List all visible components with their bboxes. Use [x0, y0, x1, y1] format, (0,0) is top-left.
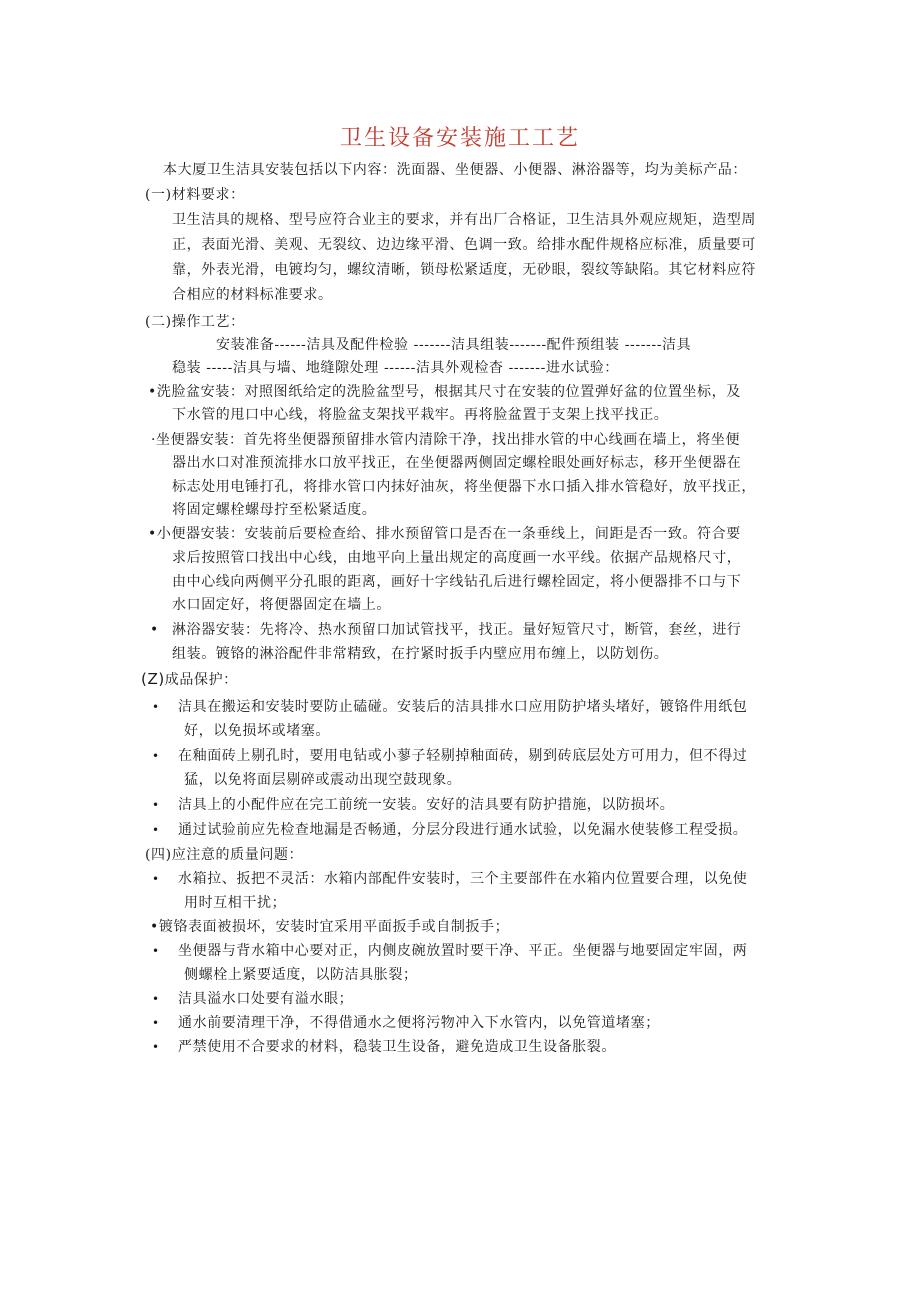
quality-item-line: 水箱拉、扳把不灵活：水箱内部配件安装时，三个主要部件在水箱内位置要合理，以免使: [178, 871, 748, 887]
bullet-dot: •: [152, 872, 160, 886]
basin-install-line: •洗脸盆安装：对照图纸给定的洗脸盆型号，根据其尺寸在安装的位置弹好盆的位置坐标，及: [148, 384, 741, 400]
bullet-dot: •: [152, 700, 160, 714]
protection-item-line: 洁具在搬运和安装时要防止磕碰。安装后的洁具排水口应用防护堵头堵好，镀铬件用纸包: [178, 699, 748, 715]
intro-paragraph: 本大厦卫生洁具安装包括以下内容：洗面器、坐便器、小便器、淋浴器等，均为美标产品：: [163, 162, 747, 178]
section-number-mark: (Z): [141, 670, 165, 688]
quality-item-line: 用时互相干扰；: [184, 895, 287, 911]
section-heading-process: (二)操作工艺：: [145, 314, 245, 330]
bullet-dot: •: [152, 1040, 160, 1054]
materials-line: 正，表面光滑、美观、无裂纹、边边缘平滑、色调一致。给排水配件规格应标准，质量要可: [172, 237, 756, 253]
toilet-install-line: 标志处用电锤打孔，将排水管口内抹好油灰，将坐便器下水口插入排水管稳好，放平找正，: [172, 479, 756, 495]
protection-item-line: 在釉面砖上剔孔时，要用电钻或小蓼子轻剔掉釉面砖，剔到砖底层处方可用力，但不得过: [178, 748, 748, 764]
urinal-install-line: 由中心线向两侧平分孔眼的距离，画好十字线钻孔后进行螺栓固定，将小便器排不口与下: [172, 574, 742, 590]
materials-line: 卫生洁具的规格、型号应符合业主的要求，并有出厂合格证，卫生洁具外观应规矩，造型周: [172, 212, 756, 228]
section-heading-quality: (四)应注意的质量问题：: [145, 847, 304, 863]
quality-item-line: 洁具溢水口处要有溢水眼；: [178, 991, 354, 1007]
bullet-dot: •: [152, 823, 160, 837]
toilet-install-line: ·坐便器安装：首先将坐便器预留排水管内清除干净，找出排水管的中心线画在墙上，将坐便: [151, 432, 741, 448]
quality-item-line: 坐便器与背水箱中心要对正，内侧皮碗放置时要干净、平正。坐便器与地要固定牢固，两: [178, 943, 748, 959]
process-flow-line: 安装准备------洁具及配件检验 -------洁具组装-------配件预组装 -------洁具: [216, 337, 692, 353]
process-flow-line: 稳装 -----洁具与墙、地缝隙处理 ------洁具外观检杳 -------进水试验：: [172, 360, 619, 376]
bullet-dot: •: [150, 622, 159, 638]
toilet-install-line: 器出水口对准预流排水口放平找正，在坐便器两侧固定螺栓眼处画好标志，移开坐便器在: [172, 455, 742, 471]
urinal-install-line: 水口固定好，将便器固定在墙上。: [172, 597, 391, 613]
protection-item-line: 好，以免损坏或堵塞。: [184, 723, 330, 739]
materials-line: 合相应的材料标准要求。: [172, 287, 333, 303]
section-heading-materials: (一)材料要求：: [145, 187, 245, 203]
section-heading-text: 成品保护：: [164, 672, 238, 688]
quality-item-line: 侧螺栓上紧要适度，以防洁具胀裂；: [184, 967, 418, 983]
urinal-install-line: 求后按照管口找出中心线，由地平向上量出规定的高度画一水平线。依据产品规格尺寸，: [172, 550, 742, 566]
bullet-dot: •: [152, 944, 160, 958]
shower-install-line: 淋浴器安装：先将冷、热水预留口加试管找平，找正。量好短管尺寸，断管，套丝，进行: [172, 622, 742, 638]
basin-install-line: 下水管的甩口中心线，将脸盆支架找平栽牢。再将脸盆置于支架上找平找正。: [172, 407, 669, 423]
protection-item-line: 通过试验前应先检查地漏是否畅通，分层分段进行通水试验，以免漏水使装修工程受损。: [178, 822, 748, 838]
quality-item-line: [150, 917, 509, 937]
bullet-dot: •: [152, 798, 160, 812]
page-title: 卫生设备安装施工工艺: [339, 126, 580, 151]
toilet-install-line: 将固定螺栓螺母拧至松紧适度。: [172, 502, 377, 518]
section-heading-protection: [141, 669, 238, 690]
bullet-dot: •: [152, 749, 160, 763]
bullet-dot: •: [150, 919, 159, 935]
urinal-install-line: •小便器安装：安装前后要检查给、排水预留管口是否在一条垂线上，间距是否一致。符合要: [148, 526, 741, 542]
shower-install-line: 组装。镀铬的淋浴配件非常精致，在拧紧时扳手内壁应用布缠上，以防划伤。: [172, 646, 669, 662]
bullet-dot: •: [152, 992, 160, 1006]
quality-item-text: 镀铬表面被损坏，安装时宜采用平面扳手或自制扳手；: [158, 919, 510, 935]
materials-line: 靠，外表光滑，电镀均匀，螺纹清晰，锁母松紧适度，无砂眼，裂纹等缺陷。其它材料应符: [172, 262, 756, 278]
quality-item-line: 通水前要清理干净，不得借通水之便将污物冲入下水管内，以免管道堵塞；: [178, 1015, 660, 1031]
protection-item-line: 洁具上的小配件应在完工前统一安装。安好的洁具要有防护措施，以防损坏。: [178, 797, 675, 813]
quality-item-line: 严禁使用不合要求的材料，稳装卫生设备，避免造成卫生设备胀裂。: [178, 1039, 616, 1055]
bullet-dot: •: [152, 1016, 160, 1030]
protection-item-line: 猛，以免将面层剔碎或震动出现空鼓现象。: [184, 772, 462, 788]
